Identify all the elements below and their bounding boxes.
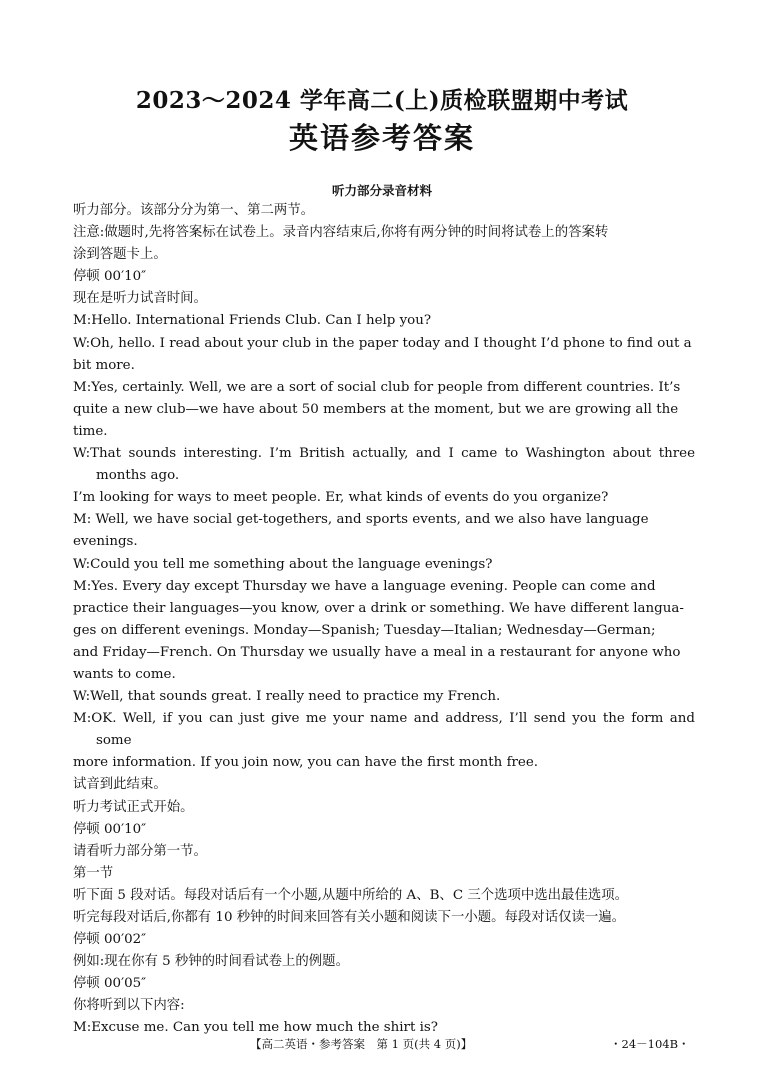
section-title: 听力部分录音材料 (331, 183, 432, 198)
footer-page-info: 【高二英语・参考答案 第 1 页(共 4 页)】 (250, 1037, 473, 1051)
intro-line: 注意:做题时,先将答案标在试卷上。录音内容结束后,你将有两分钟的时间将试卷上的答案转 (73, 225, 609, 241)
dialogue-line: M: Well, we have social get-togethers, and sports events, and we also have language (73, 512, 649, 528)
intro-line: 听力部分。该部分分为第一、第二两节。 (73, 203, 315, 218)
instruction-line: 听完每段对话后,你都有 10 秒钟的时间来回答有关小题和阅读下一小题。每段对话仅读一遍。 (73, 910, 626, 925)
pause-line: 停顿 00′10″ (73, 821, 147, 837)
dialogue-line: quite a new club—we have about 50 members at the moment, but we are growing all the (73, 401, 679, 417)
intro-line: 涂到答题卡上。 (73, 247, 167, 263)
dialogue-line: and Friday—French. On Thursday we usually have a meal in a restaurant for anyone who (73, 644, 681, 660)
dialogue-line: evenings. (73, 534, 138, 550)
dialogue-turn (73, 554, 695, 576)
footer-code: ・24－104B・ (610, 1037, 690, 1051)
dialogue-turn (73, 686, 695, 708)
dialogue-line: ges on different evenings. Monday—Spanish; Tuesday—Italian; Wednesday—German; (73, 622, 656, 638)
exam-title: 2023～2024 学年高二(上)质检联盟期中考试 (135, 87, 629, 114)
dialogue-line: W:Could you tell me something about the language evenings? (73, 556, 493, 572)
dialogue-line: M:Yes, certainly. Well, we are a sort of social club for people from different countries. It’s (73, 379, 681, 395)
instruction-line: 听下面 5 段对话。每段对话后有一个小题,从题中所给的 A、B、C 三个选项中选出最佳选项。 (73, 887, 629, 903)
dialogue-line: W:Oh, hello. I read about your club in the paper today and I thought I’d phone to find out a (73, 335, 692, 351)
pause-line: 停顿 00′02″ (73, 932, 147, 948)
pause-line: 停顿 00′10″ (73, 269, 147, 285)
section-heading: 第一节 (73, 865, 114, 881)
dialogue-turn (73, 333, 695, 377)
dialogue-turn (73, 576, 695, 686)
dialogue-line: W:Well, that sounds great. I really need to practice my French. (73, 689, 501, 705)
dialogue-line: wants to come. (73, 666, 176, 682)
intro-line: 现在是听力试音时间。 (73, 291, 207, 307)
transcript-body (73, 200, 695, 1040)
instruction-line: 请看听力部分第一节。 (73, 843, 207, 859)
instruction-line: 试音到此结束。 (73, 777, 167, 793)
pause-line: 停顿 00′05″ (73, 976, 147, 992)
dialogue-line: bit more. (73, 357, 135, 373)
dialogue-turn (73, 509, 695, 553)
dialogue-line: time. (73, 423, 108, 439)
dialogue-turn (73, 377, 695, 443)
instruction-line: 例如:现在你有 5 秒钟的时间看试卷上的例题。 (73, 954, 349, 970)
instruction-line: 听力考试正式开始。 (73, 799, 194, 815)
dialogue-line: M:Excuse me. Can you tell me how much the shirt is? (73, 1020, 438, 1036)
dialogue-line: more information. If you join now, you can have the first month free. (73, 755, 539, 771)
dialogue-line: practice their languages—you know, over a drink or something. We have different langua- (73, 600, 684, 616)
dialogue-line: M:Yes. Every day except Thursday we have a language evening. People can come and (73, 578, 656, 594)
dialogue-turn (73, 310, 695, 332)
answer-key-title: 英语参考答案 (288, 121, 475, 155)
dialogue-turn (73, 443, 695, 509)
instruction-line: 你将听到以下内容: (73, 998, 185, 1014)
dialogue-line: I’m looking for ways to meet people. Er, what kinds of events do you organize? (73, 490, 609, 506)
dialogue-line: M:Hello. International Friends Club. Can I help you? (73, 313, 432, 329)
dialogue-line: M:OK. Well, if you can just give me your name and address, I’ll send you the form and some (73, 711, 695, 749)
dialogue-line: W:That sounds interesting. I’m British actually, and I came to Washington about three months ago. (73, 446, 695, 484)
dialogue-turn (73, 708, 695, 774)
